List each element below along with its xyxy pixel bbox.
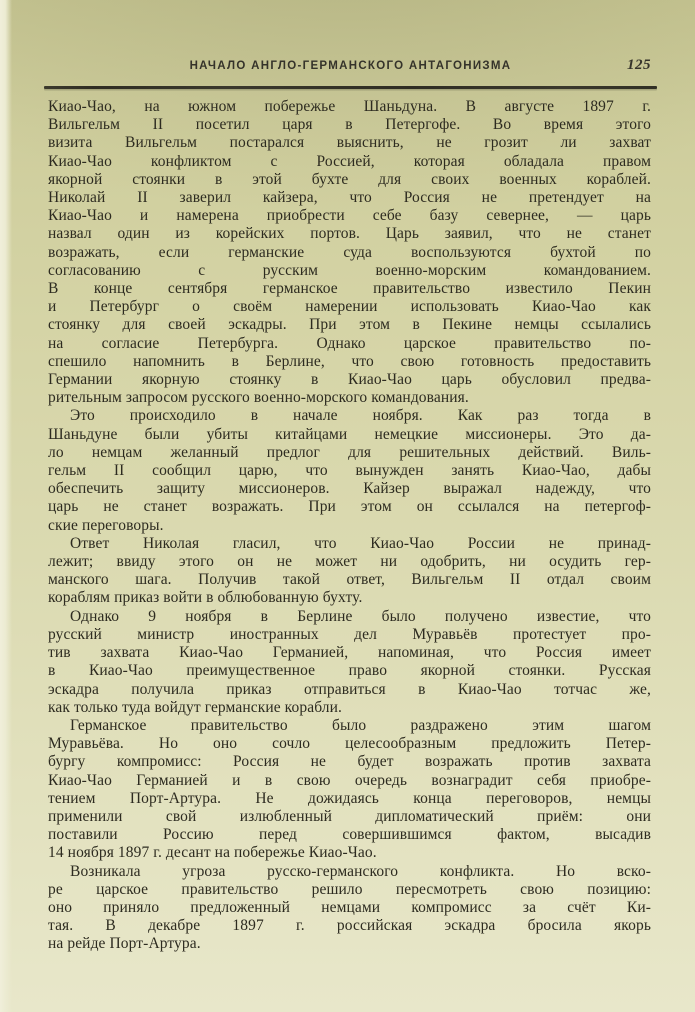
body-text <box>48 98 651 954</box>
text-line: тив захвата Киао-Чао Германией, напоминая, что Россия имеет <box>48 644 651 662</box>
text-line: Николай II заверил кайзера, что Россия не претендует на <box>48 189 651 207</box>
text-line: стоянку для своей эскадры. При этом в Пекине немцы ссылались <box>48 316 651 334</box>
text-line: тая. В декабре 1897 г. российская эскадра бросила якорь <box>48 917 651 935</box>
text-line: Ответ Николая гласил, что Киао-Чао России не принад- <box>70 534 651 552</box>
text-line: ло немцам желанный предлог для решительных действий. Виль- <box>48 443 651 461</box>
text-line: оно приняло предложенный немцами компромисс за счёт Ки- <box>48 898 651 916</box>
text-line: Киао-Чао, на южном побережье Шаньдуна. В августе 1897 г. <box>48 98 651 115</box>
text-line: Возникала угроза русско-германского конфликта. Но вско- <box>70 862 651 880</box>
page-number: 125 <box>627 57 651 73</box>
text-line: на согласие Петербурга. Однако царское правительство по- <box>48 334 651 352</box>
text-line: Германии якорную стоянку в Киао-Чао царь обусловил предва- <box>48 371 651 389</box>
text-line: Муравьёва. Но оно сочло целесообразным предложить Петер- <box>48 735 651 753</box>
text-line: лежит; ввиду этого он не может ни одобрить, ни осудить гер- <box>48 553 651 571</box>
text-line: применили свой излюбленный дипломатический приём: они <box>48 807 651 825</box>
text-line: Вильгельм II посетил царя в Петергофе. Во время этого <box>48 116 651 134</box>
text-line: обеспечить защиту миссионеров. Кайзер выражал надежду, что <box>48 480 651 498</box>
text-line: Однако 9 ноября в Берлине было получено известие, что <box>70 607 651 625</box>
text-line: 14 ноября 1897 г. десант на побережье Киао-Чао. <box>48 844 377 862</box>
text-line: Шаньдуне были убиты китайцами немецкие миссионеры. Это да- <box>48 425 651 443</box>
text-line: рительным запросом русского военно-морского командования. <box>48 389 469 407</box>
text-line: эскадра получила приказ отправиться в Киао-Чао тотчас же, <box>48 680 651 698</box>
text-line: возражать, если германские суда воспользуются бухтой по <box>48 243 651 261</box>
text-line: спешило напомнить в Берлине, что свою готовность предоставить <box>48 352 651 370</box>
text-line: царь не станет возражать. При этом он ссылался на петергоф- <box>48 498 651 516</box>
text-line: поставили Россию перед совершившимся фактом, высадив <box>48 826 651 844</box>
text-line: Это происходило в начале ноября. Как раз тогда в <box>70 407 651 425</box>
text-line: как только туда войдут германские корабли. <box>48 698 343 716</box>
header-rule <box>44 86 657 89</box>
page-left-edge <box>0 0 12 1012</box>
text-line: якорной стоянки в этой бухте для своих военных кораблей. <box>48 170 651 188</box>
text-line: кораблям приказ войти в облюбованную бухту. <box>48 589 363 607</box>
text-line: гельм II сообщил царю, что вынужден занять Киао-Чао, дабы <box>48 462 651 480</box>
text-line: в Киао-Чао преимущественное право якорной стоянки. Русская <box>48 662 651 680</box>
text-line: бургу компромисс: Россия не будет возражать против захвата <box>48 753 651 771</box>
text-line: русский министр иностранных дел Муравьёв протестует про- <box>48 625 651 643</box>
text-line: на рейде Порт-Артура. <box>48 935 201 953</box>
text-line: Германское правительство было раздражено этим шагом <box>70 716 651 734</box>
text-line: ре царское правительство решило пересмотреть свою позицию: <box>48 880 651 898</box>
text-line: манского шага. Получив такой ответ, Вильгельм II отдал своим <box>48 571 651 589</box>
text-line: тением Порт-Артура. Не дожидаясь конца переговоров, немцы <box>48 789 651 807</box>
text-line: Киао-Чао конфликтом с Россией, которая обладала правом <box>48 152 651 170</box>
text-line: визита Вильгельм постарался выяснить, не грозит ли захват <box>48 134 651 152</box>
text-line: ские переговоры. <box>48 516 164 534</box>
running-title: НАЧАЛО АНГЛО-ГЕРМАНСКОГО АНТАГОНИЗМА <box>189 60 512 72</box>
text-line: и Петербург о своём намерении использовать Киао-Чао как <box>48 298 651 316</box>
text-line: назвал один из корейских портов. Царь заявил, что не станет <box>48 225 651 243</box>
text-line: согласованию с русским военно-морским командованием. <box>48 261 651 279</box>
page-header <box>48 57 653 76</box>
text-line: В конце сентября германское правительство известило Пекин <box>48 280 651 298</box>
text-line: Киао-Чао Германией и в свою очередь вознаградит себя приобре- <box>48 771 651 789</box>
text-line: Киао-Чао и намерена приобрести себе базу севернее, — царь <box>48 207 651 225</box>
